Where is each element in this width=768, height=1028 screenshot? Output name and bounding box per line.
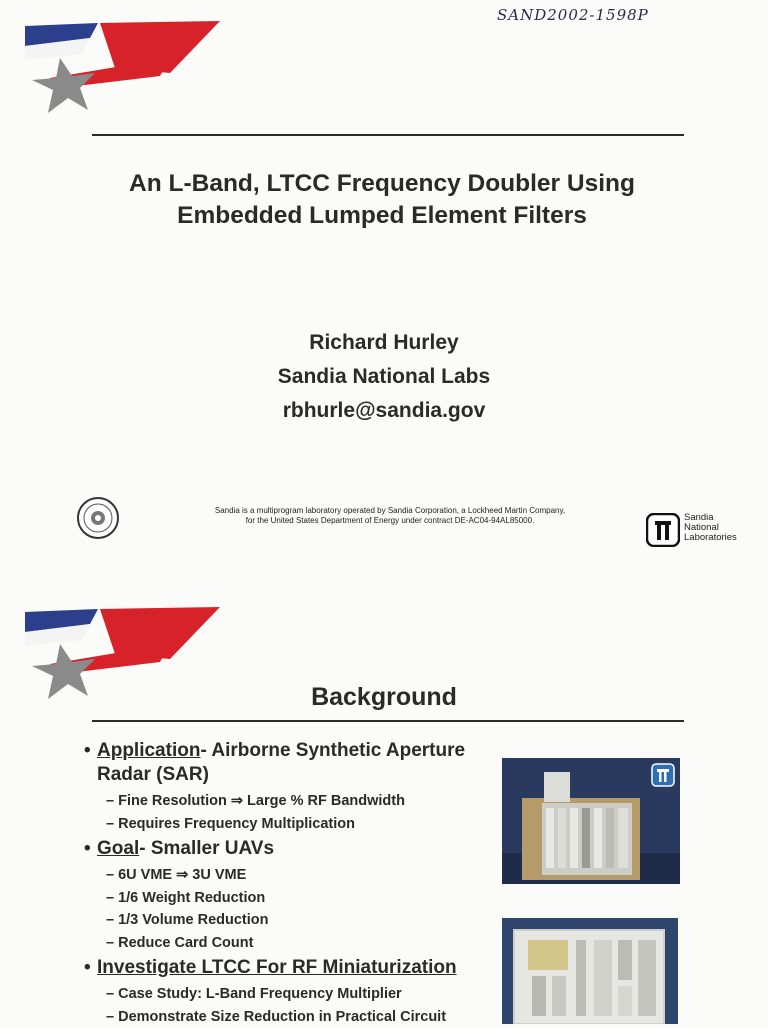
sub-bullet-text: Case Study: L-Band Frequency Multiplier <box>118 986 402 1002</box>
radar-hardware-photo <box>502 758 680 884</box>
bullet-list <box>84 739 504 1028</box>
sandia-lab-name <box>684 513 737 543</box>
sub-bullet-text: 1/3 Volume Reduction <box>118 912 268 928</box>
sub-bullet-text: Reduce Card Count <box>118 935 253 951</box>
sub-bullet: – Demonstrate Size Reduction in Practical Circuit <box>84 1006 504 1028</box>
lab-name-line3: Laboratories <box>684 533 737 543</box>
sub-bullet-text: 1/6 Weight Reduction <box>118 890 265 906</box>
bullet-keyword: Application <box>97 740 200 761</box>
slide2-rule <box>92 720 684 722</box>
author-email: rbhurle@sandia.gov <box>0 399 768 423</box>
bullet-investigate: • Investigate LTCC For RF Miniaturization <box>84 956 504 980</box>
bullet-application-cont: Radar (SAR) <box>84 763 504 787</box>
sub-bullet: – 1/6 Weight Reduction <box>84 887 504 910</box>
handwritten-document-number: SAND2002-1598P <box>497 6 649 24</box>
bullet-text: - Smaller UAVs <box>139 838 274 859</box>
doe-seal-icon <box>76 496 120 540</box>
sandia-thunderbird-logo-icon <box>646 513 680 547</box>
disclaimer-line1: Sandia is a multiprogram laboratory operated by Sandia Corporation, a Lockheed Martin Company, <box>190 506 590 516</box>
operating-contract-disclaimer <box>190 506 590 526</box>
title-line2: Embedded Lumped Element Filters <box>40 200 724 232</box>
lab-name-line2: National <box>684 523 737 533</box>
title-rule <box>92 134 684 136</box>
sub-bullet-text: Fine Resolution ⇒ Large % RF Bandwidth <box>118 793 405 809</box>
sub-bullet: – Case Study: L-Band Frequency Multiplier <box>84 983 504 1006</box>
bullet-keyword: Goal <box>97 838 139 859</box>
sub-bullet: – 6U VME ⇒ 3U VME <box>84 864 504 887</box>
slide1-title <box>40 168 724 232</box>
title-line1: An L-Band, LTCC Frequency Doubler Using <box>40 168 724 200</box>
bullet-goal: • Goal- Smaller UAVs <box>84 837 504 861</box>
bullet-text: - Airborne Synthetic Aperture <box>200 740 465 761</box>
disclaimer-line2: for the United States Department of Energy under contract DE-AC04-94AL85000. <box>190 516 590 526</box>
author-name: Richard Hurley <box>0 331 768 355</box>
sub-bullet: – Reduce Card Count <box>84 932 504 955</box>
bullet-application: • Application- Airborne Synthetic Aperture <box>84 739 504 763</box>
sub-bullet-text: Demonstrate Size Reduction in Practical Circuit <box>118 1009 446 1025</box>
sub-bullet-text: Requires Frequency Multiplication <box>118 816 355 832</box>
sub-bullet: – Fine Resolution ⇒ Large % RF Bandwidth <box>84 790 504 813</box>
lab-name-line1: Sandia <box>684 513 737 523</box>
bullet-keyword: Investigate LTCC For RF Miniaturization <box>97 957 457 978</box>
flag-star-logo-icon <box>20 18 230 123</box>
sub-bullet: – 1/3 Volume Reduction <box>84 909 504 932</box>
sub-bullet-text: 6U VME ⇒ 3U VME <box>118 867 246 883</box>
ltcc-board-photo <box>502 918 678 1024</box>
sub-bullet: – Requires Frequency Multiplication <box>84 813 504 836</box>
slide2-title: Background <box>0 683 768 712</box>
author-organization: Sandia National Labs <box>0 365 768 389</box>
